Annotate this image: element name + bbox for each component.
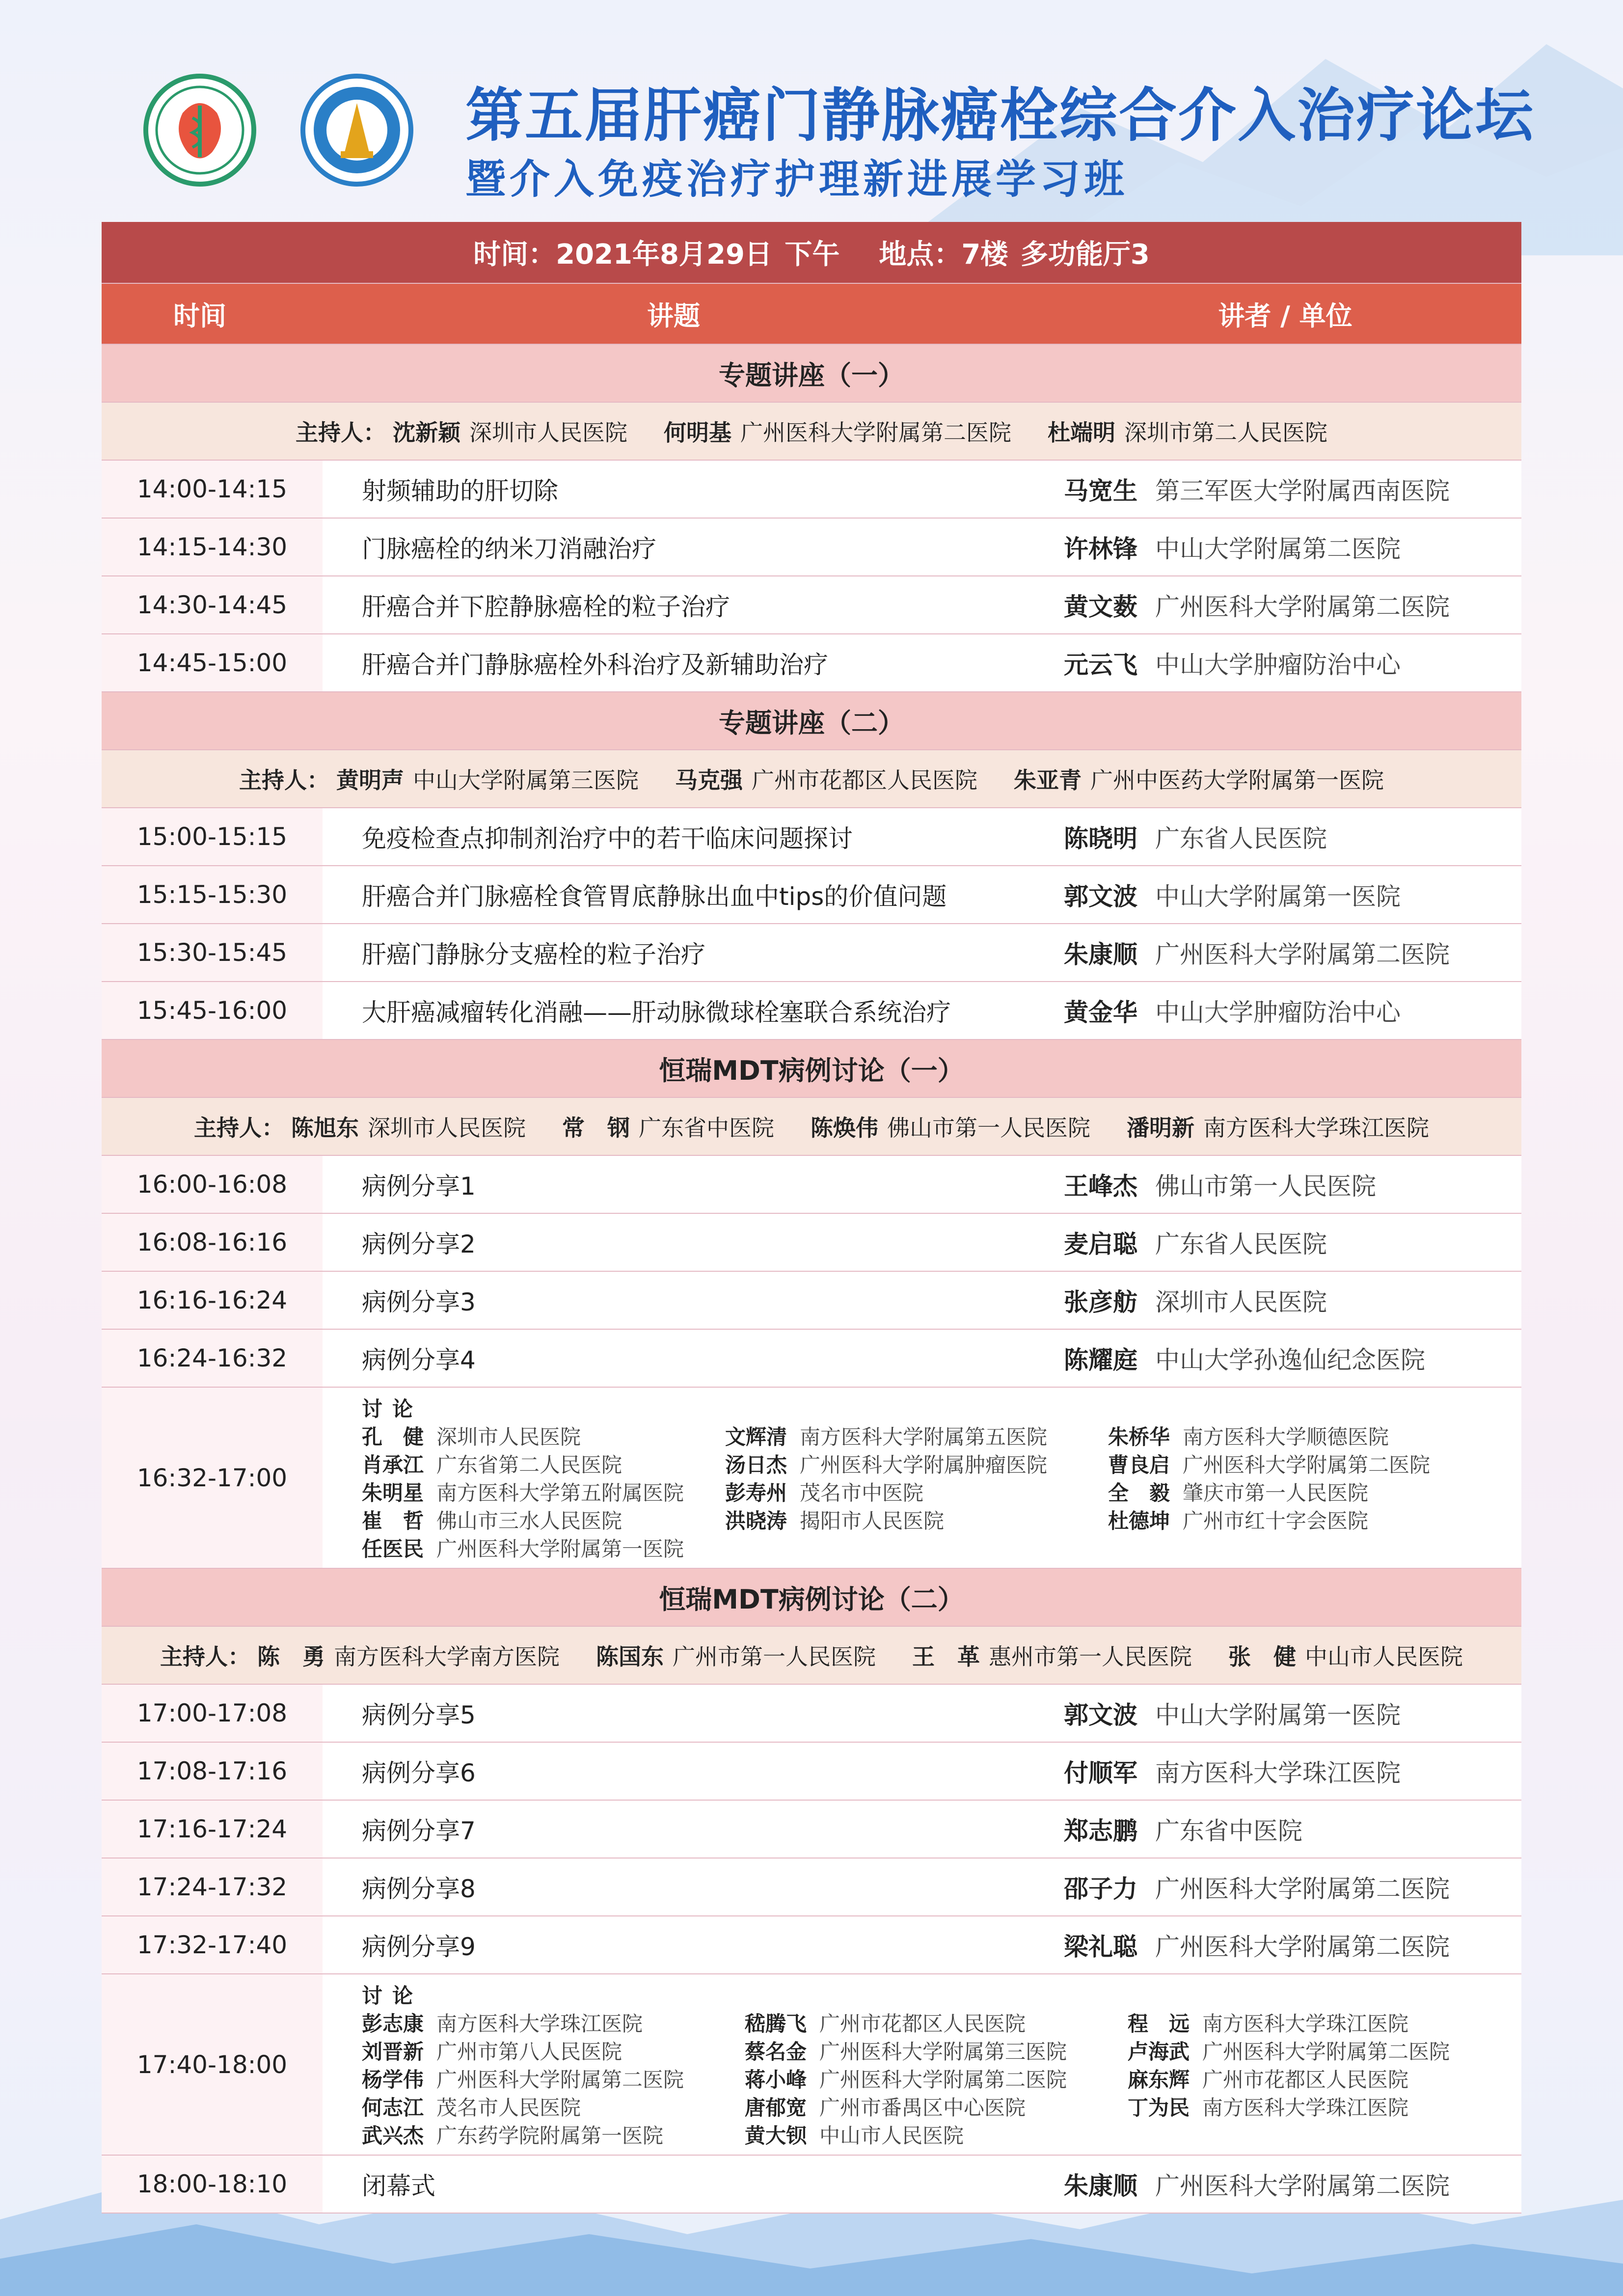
item-topic: 病例分享6 (362, 1759, 476, 1787)
discussant (362, 2010, 745, 2038)
item-topic: 免疫检查点抑制剂治疗中的若干临床问题探讨 (362, 824, 853, 853)
discussant (362, 1479, 725, 1507)
host-name: 沈新颖 (393, 419, 460, 446)
discussant (725, 1479, 1108, 1507)
host-name: 何明基 (664, 419, 731, 446)
host-unit: 惠州市第一人民医院 (989, 1643, 1192, 1670)
host-unit: 广东省中医院 (639, 1115, 774, 1141)
discussant (1108, 1451, 1452, 1479)
host-unit: 中山大学附属第三医院 (413, 767, 639, 793)
item-time: 17:00-17:08 (102, 1685, 323, 1742)
host-name: 陈 勇 (257, 1643, 325, 1670)
item-time: 14:30-14:45 (102, 576, 323, 633)
discussion-row (102, 1388, 1521, 1569)
speaker-unit: 广州医科大学附属第二医院 (1155, 2172, 1450, 2200)
discussant (362, 2038, 745, 2066)
discussion-column (725, 1423, 1108, 1563)
host-row (102, 750, 1521, 808)
host-name: 陈焕伟 (811, 1115, 878, 1141)
discussant-unit: 南方医科大学珠江医院 (1202, 2096, 1409, 2120)
host-unit: 深圳市人民医院 (368, 1115, 526, 1141)
page-title: 第五届肝癌门静脉癌栓综合介入治疗论坛 (465, 82, 1535, 149)
discussant (1108, 1507, 1452, 1535)
discussant (362, 2066, 745, 2094)
discussant (1108, 1423, 1452, 1451)
discussant-name: 唐郁宽 (745, 2096, 807, 2120)
host-item (589, 1639, 905, 1671)
table-row (102, 1859, 1521, 1916)
header-time: 时间 (173, 300, 226, 331)
speaker-name: 朱康顺 (1064, 940, 1137, 969)
discussant-unit: 中山市人民医院 (819, 2124, 964, 2148)
item-speaker (1064, 877, 1521, 912)
item-topic: 病例分享1 (362, 1172, 476, 1201)
section-title: 恒瑞MDT病例讨论（二） (102, 1569, 1521, 1627)
discussant-name: 武兴杰 (362, 2124, 424, 2148)
item-topic: 病例分享2 (362, 1230, 476, 1258)
discussant (745, 2038, 1128, 2066)
item-time: 18:00-18:10 (102, 2156, 323, 2213)
hospital-emblem-logo (300, 74, 413, 187)
discussant (745, 2122, 1128, 2150)
speaker-unit: 中山大学肿瘤防治中心 (1155, 651, 1401, 679)
speaker-unit: 广州医科大学附属第二医院 (1155, 940, 1450, 969)
discussion-time: 16:32-17:00 (102, 1388, 323, 1568)
host-item (555, 1110, 804, 1143)
discussant (745, 2066, 1128, 2094)
table-row (102, 808, 1521, 866)
discussant-name: 丁为民 (1128, 2096, 1190, 2120)
discussant-unit: 南方医科大学附属第五医院 (800, 1425, 1048, 1449)
discussant-unit: 茂名市中医院 (800, 1481, 924, 1505)
host-item (250, 1639, 589, 1671)
host-unit: 深圳市人民医院 (469, 419, 627, 446)
speaker-unit: 中山大学肿瘤防治中心 (1155, 998, 1401, 1027)
host-row (102, 1627, 1521, 1685)
table-row (102, 924, 1521, 982)
discussant-unit: 南方医科大学珠江医院 (1202, 2012, 1409, 2036)
host-item (1041, 415, 1327, 447)
host-name: 杜端明 (1048, 419, 1115, 446)
item-topic: 肝癌合并门静脉癌栓外科治疗及新辅助治疗 (362, 651, 828, 679)
host-label: 主持人： (194, 1115, 284, 1141)
discussant-name: 崔 哲 (362, 1509, 424, 1533)
discussion-label: 讨论 (362, 1984, 423, 2008)
host-row (102, 1098, 1521, 1156)
discussion-column (1128, 2010, 1471, 2150)
host-item (1120, 1110, 1429, 1143)
speaker-name: 马宽生 (1064, 477, 1137, 505)
item-time: 15:00-15:15 (102, 808, 323, 865)
header-speaker: 讲者 / 单位 (1218, 300, 1352, 331)
discussant-name: 麻东辉 (1128, 2068, 1190, 2092)
discussant-name: 嵇腾飞 (745, 2012, 807, 2036)
discussant (1108, 1479, 1452, 1507)
host-item (657, 415, 1041, 447)
discussant (362, 1423, 725, 1451)
host-unit: 深圳市第二人民医院 (1124, 419, 1327, 446)
item-speaker (1064, 1167, 1521, 1202)
discussant-name: 刘晋新 (362, 2040, 424, 2064)
info-bar (102, 222, 1521, 284)
item-time: 16:24-16:32 (102, 1330, 323, 1387)
discussant (1128, 2066, 1471, 2094)
item-speaker (1064, 529, 1521, 565)
discussant-name: 彭寿州 (725, 1481, 787, 1505)
item-topic: 大肝癌减瘤转化消融——肝动脉微球栓塞联合系统治疗 (362, 998, 951, 1027)
discussant-unit: 肇庆市第一人民医院 (1183, 1481, 1369, 1505)
schedule-table (102, 222, 1521, 2214)
item-time: 15:15-15:30 (102, 866, 323, 923)
host-label: 主持人： (160, 1643, 250, 1670)
host-unit: 中山市人民医院 (1305, 1643, 1463, 1670)
discussant-unit: 佛山市三水人民医院 (436, 1509, 622, 1533)
speaker-name: 朱康顺 (1064, 2172, 1137, 2200)
host-name: 马克强 (675, 767, 743, 793)
host-item (1007, 763, 1384, 795)
discussion-column (362, 1423, 725, 1563)
host-label: 主持人： (296, 419, 386, 446)
host-unit: 广州市花都区人民医院 (752, 767, 977, 793)
discussion-column (1108, 1423, 1452, 1563)
speaker-unit: 广州医科大学附属第二医院 (1155, 593, 1450, 621)
discussant-name: 程 远 (1128, 2012, 1190, 2036)
item-time: 15:45-16:00 (102, 982, 323, 1039)
host-unit: 广州市第一人民医院 (673, 1643, 876, 1670)
item-speaker (1064, 935, 1521, 970)
section-title: 专题讲座（一） (102, 345, 1521, 403)
discussion-column (745, 2010, 1128, 2150)
item-topic: 病例分享7 (362, 1817, 476, 1845)
host-name: 朱亚青 (1014, 767, 1082, 793)
item-time: 15:30-15:45 (102, 924, 323, 981)
discussant (362, 1535, 725, 1563)
discussion-label: 讨论 (362, 1397, 423, 1421)
speaker-unit: 广东省人民医院 (1155, 824, 1327, 853)
discussant (362, 1451, 725, 1479)
speaker-unit: 中山大学附属第一医院 (1155, 882, 1401, 911)
table-row (102, 2156, 1521, 2214)
discussion-time: 17:40-18:00 (102, 1974, 323, 2155)
discussant-name: 任医民 (362, 1537, 424, 1561)
item-speaker (1064, 587, 1521, 623)
discussion-columns (362, 2010, 1521, 2150)
discussant-name: 杨学伟 (362, 2068, 424, 2092)
item-speaker (1064, 1927, 1521, 1963)
discussant-unit: 广州医科大学附属第二医院 (819, 2068, 1067, 2092)
discussant (362, 2122, 745, 2150)
section-title: 专题讲座（二） (102, 692, 1521, 750)
speaker-name: 陈耀庭 (1064, 1346, 1137, 1374)
sections-container (102, 345, 1521, 2214)
host-name: 陈国东 (596, 1643, 664, 1670)
item-time: 17:16-17:24 (102, 1801, 323, 1858)
speaker-unit: 中山大学孙逸仙纪念医院 (1155, 1346, 1425, 1374)
discussant-unit: 广州市红十字会医院 (1183, 1509, 1369, 1533)
discussant-name: 彭志康 (362, 2012, 424, 2036)
host-item (804, 1110, 1120, 1143)
speaker-name: 郭文波 (1064, 882, 1137, 911)
item-speaker (1064, 1695, 1521, 1731)
speaker-unit: 广州医科大学附属第二医院 (1155, 1875, 1450, 1903)
discussant-name: 朱明星 (362, 1481, 424, 1505)
discussant (1128, 2038, 1471, 2066)
host-label: 主持人： (239, 767, 329, 793)
discussant-unit: 广东省第二人民医院 (436, 1453, 622, 1477)
item-speaker (1064, 1225, 1521, 1260)
host-name: 潘明新 (1127, 1115, 1194, 1141)
discussant-unit: 深圳市人民医院 (436, 1425, 581, 1449)
host-item (1221, 1639, 1463, 1671)
table-row (102, 1801, 1521, 1859)
discussant (725, 1423, 1108, 1451)
item-time: 14:15-14:30 (102, 519, 323, 575)
speaker-name: 张彦舫 (1064, 1288, 1137, 1316)
host-row (102, 403, 1521, 461)
table-row (102, 576, 1521, 634)
discussant-unit: 揭阳市人民医院 (800, 1509, 945, 1533)
discussant (745, 2010, 1128, 2038)
speaker-unit: 广东省人民医院 (1155, 1230, 1327, 1258)
discussant-unit: 广州医科大学附属肿瘤医院 (800, 1453, 1048, 1477)
discussant-name: 蔡名金 (745, 2040, 807, 2064)
discussant (362, 2094, 745, 2122)
item-speaker (1064, 819, 1521, 854)
discussant-name: 何志江 (362, 2096, 424, 2120)
host-name: 常 钢 (562, 1115, 630, 1141)
section-title: 恒瑞MDT病例讨论（一） (102, 1040, 1521, 1098)
host-unit: 南方医科大学珠江医院 (1203, 1115, 1429, 1141)
host-unit: 佛山市第一人民医院 (887, 1115, 1090, 1141)
discussant-name: 黄大钡 (745, 2124, 807, 2148)
discussant-unit: 广州市花都区人民医院 (1202, 2068, 1409, 2092)
host-name: 王 革 (912, 1643, 980, 1670)
item-time: 17:08-17:16 (102, 1743, 323, 1800)
host-unit: 广州医科大学附属第二医院 (740, 419, 1011, 446)
host-item (329, 763, 668, 795)
speaker-unit: 南方医科大学珠江医院 (1155, 1759, 1401, 1787)
item-time: 17:24-17:32 (102, 1859, 323, 1915)
discussant-name: 曹良启 (1108, 1453, 1170, 1477)
speaker-name: 黄金华 (1064, 998, 1137, 1027)
item-speaker (1064, 645, 1521, 681)
discussant-name: 肖承江 (362, 1453, 424, 1477)
table-row (102, 982, 1521, 1040)
item-time: 16:00-16:08 (102, 1156, 323, 1213)
item-time: 16:08-16:16 (102, 1214, 323, 1271)
item-speaker (1064, 1869, 1521, 1905)
item-time: 14:45-15:00 (102, 634, 323, 691)
item-speaker (1064, 1753, 1521, 1789)
discussant-unit: 广州市第八人民医院 (436, 2040, 622, 2064)
discussant (362, 1507, 725, 1535)
table-row (102, 1214, 1521, 1272)
discussant-unit: 广东药学院附属第一医院 (436, 2124, 664, 2148)
discussion-row (102, 1974, 1521, 2156)
discussant-unit: 广州医科大学附属第二医院 (436, 2068, 684, 2092)
item-topic: 门脉癌栓的纳米刀消融治疗 (362, 535, 656, 563)
host-name: 黄明声 (336, 767, 404, 793)
speaker-unit: 深圳市人民医院 (1155, 1288, 1327, 1316)
host-unit: 南方医科大学南方医院 (334, 1643, 560, 1670)
host-item (386, 415, 657, 447)
speaker-unit: 广州医科大学附属第二医院 (1155, 1933, 1450, 1961)
speaker-name: 王峰杰 (1064, 1172, 1137, 1201)
discussant-unit: 南方医科大学第五附属医院 (436, 1481, 684, 1505)
discussant-unit: 广州医科大学附属第三医院 (819, 2040, 1067, 2064)
discussant-name: 卢海武 (1128, 2040, 1190, 2064)
speaker-name: 郑志鹏 (1064, 1817, 1137, 1845)
table-row (102, 1156, 1521, 1214)
speaker-name: 许林锋 (1064, 535, 1137, 563)
speaker-name: 梁礼聪 (1064, 1933, 1137, 1961)
speaker-name: 陈晓明 (1064, 824, 1137, 853)
discussant-name: 杜德坤 (1108, 1509, 1170, 1533)
discussant (745, 2094, 1128, 2122)
discussant (725, 1507, 1108, 1535)
header-topic: 讲题 (647, 300, 700, 331)
discussant-name: 洪晓涛 (725, 1509, 787, 1533)
speaker-name: 付顺军 (1064, 1759, 1137, 1787)
host-unit: 广州中医药大学附属第一医院 (1090, 767, 1384, 793)
discussant-unit: 南方医科大学顺德医院 (1183, 1425, 1389, 1449)
table-row (102, 1272, 1521, 1330)
discussion-columns (362, 1423, 1521, 1563)
table-row (102, 461, 1521, 519)
speaker-unit: 佛山市第一人民医院 (1155, 1172, 1376, 1201)
speaker-name: 郭文波 (1064, 1701, 1137, 1729)
host-item (668, 763, 1007, 795)
discussion-body (323, 1974, 1521, 2155)
discussant-unit: 广州市花都区人民医院 (819, 2012, 1026, 2036)
speaker-unit: 第三军医大学附属西南医院 (1155, 477, 1450, 505)
speaker-name: 元云飞 (1064, 651, 1137, 679)
discussant-name: 孔 健 (362, 1425, 424, 1449)
event-time: 时间：2021年8月29日 下午 (473, 239, 840, 271)
item-speaker (1064, 1283, 1521, 1318)
discussant (1128, 2010, 1471, 2038)
item-topic: 肝癌合并下腔静脉癌栓的粒子治疗 (362, 593, 730, 621)
discussant-name: 全 毅 (1108, 1481, 1170, 1505)
discussant (1128, 2094, 1471, 2122)
speaker-name: 黄文薮 (1064, 593, 1137, 621)
table-row (102, 1916, 1521, 1974)
table-row (102, 1743, 1521, 1801)
item-time: 14:00-14:15 (102, 461, 323, 518)
discussant-unit: 茂名市人民医院 (436, 2096, 581, 2120)
speaker-unit: 广东省中医院 (1155, 1817, 1302, 1845)
discussant-name: 蒋小峰 (745, 2068, 807, 2092)
item-topic: 肝癌门静脉分支癌栓的粒子治疗 (362, 940, 705, 969)
discussant-name: 汤日杰 (725, 1453, 787, 1477)
item-speaker (1064, 2166, 1521, 2202)
discussant-unit: 广州医科大学附属第二医院 (1202, 2040, 1450, 2064)
item-speaker (1064, 1811, 1521, 1847)
item-speaker (1064, 1340, 1521, 1376)
speaker-unit: 中山大学附属第一医院 (1155, 1701, 1401, 1729)
hospital-emblem-icon (310, 83, 404, 177)
page-subtitle: 暨介入免疫治疗护理新进展学习班 (465, 156, 1129, 203)
item-topic: 病例分享5 (362, 1701, 476, 1729)
item-speaker (1064, 993, 1521, 1028)
discussion-column (362, 2010, 745, 2150)
item-topic: 病例分享8 (362, 1875, 476, 1903)
item-topic: 闭幕式 (362, 2172, 435, 2200)
discussant-unit: 广州医科大学附属第二医院 (1183, 1453, 1431, 1477)
table-row (102, 1685, 1521, 1743)
table-header (102, 284, 1521, 345)
host-item (905, 1639, 1221, 1671)
item-topic: 病例分享4 (362, 1346, 476, 1374)
discussant-name: 文辉清 (725, 1425, 787, 1449)
table-row (102, 1330, 1521, 1388)
table-row (102, 519, 1521, 576)
host-name: 陈旭东 (291, 1115, 359, 1141)
discussant-name: 朱桥华 (1108, 1425, 1170, 1449)
speaker-name: 麦启聪 (1064, 1230, 1137, 1258)
guangdong-medical-association-logo (143, 74, 256, 187)
item-time: 17:32-17:40 (102, 1916, 323, 1973)
host-item (284, 1110, 555, 1143)
item-topic: 病例分享9 (362, 1933, 476, 1961)
speaker-unit: 中山大学附属第二医院 (1155, 535, 1401, 563)
table-row (102, 866, 1521, 924)
speaker-name: 邵子力 (1064, 1875, 1137, 1903)
discussant (725, 1451, 1108, 1479)
discussant-unit: 广州市番禺区中心医院 (819, 2096, 1026, 2120)
association-emblem-icon (153, 83, 246, 177)
item-topic: 肝癌合并门脉癌栓食管胃底静脉出血中tips的价值问题 (362, 882, 947, 911)
item-time: 16:16-16:24 (102, 1272, 323, 1329)
item-speaker (1064, 471, 1521, 507)
discussion-body (323, 1388, 1521, 1568)
discussant-unit: 南方医科大学珠江医院 (436, 2012, 643, 2036)
event-place: 地点：7楼 多功能厅3 (879, 239, 1150, 271)
item-topic: 射频辅助的肝切除 (362, 477, 558, 505)
discussant-unit: 广州医科大学附属第一医院 (436, 1537, 684, 1561)
item-topic: 病例分享3 (362, 1288, 476, 1316)
table-row (102, 634, 1521, 692)
host-name: 张 健 (1228, 1643, 1296, 1670)
